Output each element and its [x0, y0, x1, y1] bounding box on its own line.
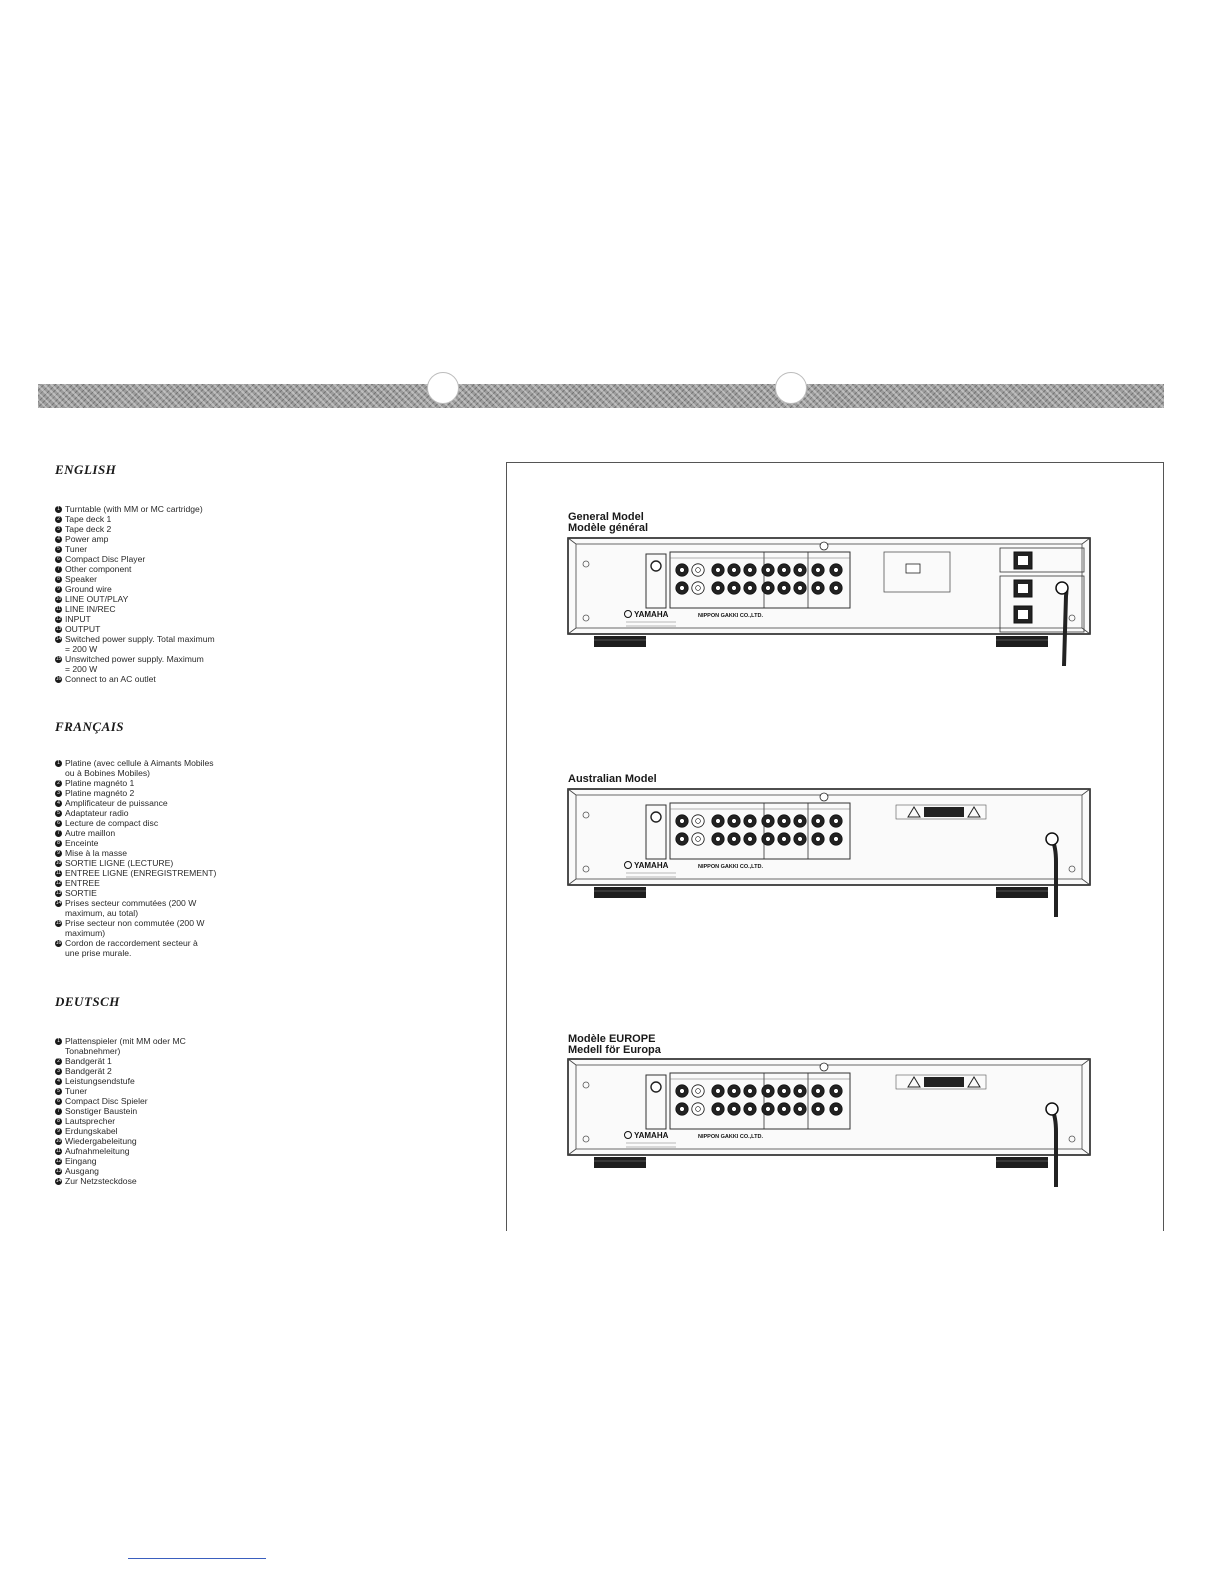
legend-item-text: Turntable (with MM or MC cartridge) — [65, 504, 203, 514]
footer-rule — [128, 1558, 266, 1559]
legend-item-text: Ausgang — [65, 1166, 99, 1176]
legend-item-text: Tuner — [65, 544, 88, 554]
legend-item — [55, 868, 216, 878]
rubber-foot — [996, 636, 1048, 647]
legend-item — [55, 504, 215, 514]
legend-item-text: Compact Disc Spieler — [65, 1096, 148, 1106]
model-label-line2: Modèle général — [568, 522, 649, 534]
number-badge-icon: 14 — [55, 635, 62, 642]
number-badge-icon: 6 — [55, 820, 62, 827]
legend-item-text: Lecture de compact disc — [65, 818, 159, 828]
legend-item-text: LINE IN/REC — [65, 604, 116, 614]
model-label-line1: Australian Model — [568, 773, 657, 785]
number-badge-icon: 7 — [55, 1108, 62, 1115]
legend-item — [55, 758, 216, 778]
number-badge-icon: 11 — [55, 869, 62, 876]
number-badge-icon: 2 — [55, 1058, 62, 1065]
legend-item-text: Autre maillon — [65, 828, 116, 838]
model-label-line2: Medell för Europa — [568, 1044, 661, 1056]
legend-item-text: Aufnahmeleitung — [65, 1146, 130, 1156]
francais-legend-list — [55, 758, 216, 958]
legend-item — [55, 1126, 186, 1136]
maker-label: NIPPON GAKKI CO.,LTD. — [698, 613, 763, 619]
legend-item — [55, 848, 216, 858]
number-badge-icon: 11 — [55, 605, 62, 612]
legend-item-text: Lautsprecher — [65, 1116, 116, 1126]
legend-item — [55, 674, 215, 684]
number-badge-icon: 1 — [55, 506, 62, 513]
legend-item-text: Speaker — [65, 574, 98, 584]
legend-item-text: Platine (avec cellule à Aimants Mobiles ou à Bobines Mobiles) — [65, 758, 214, 778]
rear-panel-drawing — [566, 536, 1092, 686]
model-label-australian — [568, 774, 657, 785]
number-badge-icon: 9 — [55, 1128, 62, 1135]
legend-item — [55, 654, 215, 674]
number-badge-icon: 13 — [55, 889, 62, 896]
legend-item-text: OUTPUT — [65, 624, 101, 634]
legend-item — [55, 938, 216, 958]
legend-item — [55, 1156, 186, 1166]
number-badge-icon: 12 — [55, 879, 62, 886]
number-badge-icon: 10 — [55, 1137, 62, 1144]
legend-item-text: Bandgerät 2 — [65, 1066, 112, 1076]
legend-item-text: Switched power supply. Total maximum = 200 W — [65, 634, 215, 654]
legend-item — [55, 554, 215, 564]
number-badge-icon: 13 — [55, 625, 62, 632]
number-badge-icon: 4 — [55, 1078, 62, 1085]
legend-item — [55, 524, 215, 534]
legend-item — [55, 1066, 186, 1076]
number-badge-icon: 1 — [55, 760, 62, 767]
legend-item-text: Sonstiger Baustein — [65, 1106, 138, 1116]
legend-item-text: INPUT — [65, 614, 91, 624]
deutsch-heading: DEUTSCH — [55, 994, 120, 1009]
number-badge-icon: 1 — [55, 1038, 62, 1045]
ground-knob-icon — [651, 812, 661, 822]
legend-item — [55, 1076, 186, 1086]
legend-item-text: ENTREE LIGNE (ENREGISTREMENT) — [65, 868, 217, 878]
header-notch-right — [775, 372, 807, 404]
number-badge-icon: 14 — [55, 899, 62, 906]
maker-label: NIPPON GAKKI CO.,LTD. — [698, 1134, 763, 1140]
legend-item — [55, 534, 215, 544]
voltage-switch-icon — [906, 564, 920, 573]
legend-item-text: Power amp — [65, 534, 109, 544]
number-badge-icon: 16 — [55, 939, 62, 946]
rear-panel-drawing — [566, 1057, 1092, 1207]
number-badge-icon: 12 — [55, 615, 62, 622]
legend-item-text: Wiedergabeleitung — [65, 1136, 137, 1146]
amplifier-rear-panel-australian — [566, 787, 1092, 937]
number-badge-icon: 3 — [55, 1068, 62, 1075]
legend-item-text: Zur Netzsteckdose — [65, 1176, 137, 1186]
rubber-foot — [594, 636, 646, 647]
brand-logo: YAMAHA — [634, 1131, 669, 1140]
callout-marker-icon — [820, 793, 828, 801]
legend-item-text: Enceinte — [65, 838, 99, 848]
legend-item — [55, 898, 216, 918]
brand-logo: YAMAHA — [634, 861, 669, 870]
legend-item-text: Mise à la masse — [65, 848, 128, 858]
legend-item — [55, 1146, 186, 1156]
legend-item-text: Tape deck 2 — [65, 524, 112, 534]
legend-item-text: Platine magnéto 1 — [65, 778, 135, 788]
legend-item — [55, 888, 216, 898]
legend-item — [55, 1096, 186, 1106]
legend-item — [55, 818, 216, 828]
legend-item — [55, 828, 216, 838]
deutsch-legend-list — [55, 1036, 186, 1186]
callout-marker-icon — [820, 1063, 828, 1071]
number-badge-icon: 2 — [55, 516, 62, 523]
legend-item — [55, 858, 216, 868]
number-badge-icon: 15 — [55, 919, 62, 926]
legend-item-text: Tuner — [65, 1086, 88, 1096]
model-label-europe — [568, 1034, 661, 1056]
legend-item-text: Amplificateur de puissance — [65, 798, 168, 808]
number-badge-icon: 8 — [55, 1118, 62, 1125]
number-badge-icon: 10 — [55, 859, 62, 866]
brand-logo: YAMAHA — [634, 610, 669, 619]
number-badge-icon: 4 — [55, 536, 62, 543]
rear-panel-drawing — [566, 787, 1092, 937]
legend-item-text: Connect to an AC outlet — [65, 674, 156, 684]
francais-heading: FRANÇAIS — [55, 719, 125, 734]
legend-item — [55, 614, 215, 624]
rubber-foot — [996, 1157, 1048, 1168]
legend-item — [55, 1036, 186, 1056]
number-badge-icon: 13 — [55, 1167, 62, 1174]
legend-item-text: Cordon de raccordement secteur à une prise murale. — [65, 938, 198, 958]
model-label-general — [568, 512, 648, 534]
legend-item-text: Compact Disc Player — [65, 554, 146, 564]
legend-item-text: Other component — [65, 564, 132, 574]
model-label-line1: General Model — [568, 511, 644, 523]
number-badge-icon: 9 — [55, 850, 62, 857]
cord-grommet-icon — [1056, 582, 1068, 594]
legend-item-text: Eingang — [65, 1156, 97, 1166]
number-badge-icon: 6 — [55, 1098, 62, 1105]
english-legend-list — [55, 504, 215, 684]
legend-item-text: Tape deck 1 — [65, 514, 112, 524]
legend-item — [55, 1136, 186, 1146]
legend-item — [55, 778, 216, 788]
legend-item — [55, 808, 216, 818]
legend-item — [55, 1116, 186, 1126]
number-badge-icon: 8 — [55, 576, 62, 583]
legend-item-text: Bandgerät 1 — [65, 1056, 112, 1066]
rubber-foot — [594, 1157, 646, 1168]
legend-item-text: Ground wire — [65, 584, 112, 594]
legend-item — [55, 788, 216, 798]
legend-item-text: Prise secteur non commutée (200 W maximum) — [65, 918, 205, 938]
number-badge-icon: 10 — [55, 595, 62, 602]
legend-item-text: LINE OUT/PLAY — [65, 594, 129, 604]
legend-item — [55, 918, 216, 938]
number-badge-icon: 3 — [55, 526, 62, 533]
legend-item-text: Unswitched power supply. Maximum = 200 W — [65, 654, 204, 674]
decorative-header-band — [38, 384, 1164, 408]
number-badge-icon: 15 — [55, 655, 62, 662]
cord-grommet-icon — [1046, 833, 1058, 845]
number-badge-icon: 5 — [55, 1088, 62, 1095]
number-badge-icon: 12 — [55, 1157, 62, 1164]
caution-plate — [924, 807, 964, 817]
legend-item — [55, 584, 215, 594]
number-badge-icon: 5 — [55, 810, 62, 817]
legend-item — [55, 838, 216, 848]
rubber-foot — [996, 887, 1048, 898]
callout-marker-icon — [820, 542, 828, 550]
legend-item — [55, 594, 215, 604]
legend-item — [55, 604, 215, 614]
legend-item-text: Erdungskabel — [65, 1126, 118, 1136]
caution-plate — [924, 1077, 964, 1087]
number-badge-icon: 16 — [55, 675, 62, 682]
legend-item-text: Platine magnéto 2 — [65, 788, 135, 798]
ground-knob-icon — [651, 1082, 661, 1092]
legend-item-text: SORTIE — [65, 888, 97, 898]
number-badge-icon: 5 — [55, 546, 62, 553]
ground-knob-icon — [651, 561, 661, 571]
legend-item — [55, 544, 215, 554]
legend-item-text: Adaptateur radio — [65, 808, 129, 818]
legend-item — [55, 798, 216, 808]
legend-item — [55, 624, 215, 634]
legend-item — [55, 1086, 186, 1096]
number-badge-icon: 4 — [55, 800, 62, 807]
amplifier-rear-panel-general — [566, 536, 1092, 686]
header-notch-left — [427, 372, 459, 404]
amplifier-rear-panel-europe — [566, 1057, 1092, 1207]
number-badge-icon: 14 — [55, 1177, 62, 1184]
legend-item — [55, 1176, 186, 1186]
number-badge-icon: 7 — [55, 830, 62, 837]
rubber-foot — [594, 887, 646, 898]
legend-item-text: Prises secteur commutées (200 W maximum, au total) — [65, 898, 197, 918]
number-badge-icon: 7 — [55, 566, 62, 573]
legend-item-text: ENTREE — [65, 878, 100, 888]
english-heading: ENGLISH — [55, 462, 117, 477]
number-badge-icon: 6 — [55, 556, 62, 563]
cord-grommet-icon — [1046, 1103, 1058, 1115]
legend-item — [55, 1166, 186, 1176]
legend-item — [55, 574, 215, 584]
legend-item — [55, 878, 216, 888]
legend-item — [55, 634, 215, 654]
legend-item — [55, 1056, 186, 1066]
legend-item-text: Leistungsendstufe — [65, 1076, 135, 1086]
maker-label: NIPPON GAKKI CO.,LTD. — [698, 864, 763, 870]
legend-item-text: SORTIE LIGNE (LECTURE) — [65, 858, 174, 868]
number-badge-icon: 3 — [55, 790, 62, 797]
legend-item — [55, 564, 215, 574]
number-badge-icon: 8 — [55, 840, 62, 847]
number-badge-icon: 2 — [55, 780, 62, 787]
number-badge-icon: 9 — [55, 586, 62, 593]
model-label-line1: Modèle EUROPE — [568, 1033, 656, 1045]
legend-item — [55, 1106, 186, 1116]
number-badge-icon: 11 — [55, 1147, 62, 1154]
legend-item-text: Plattenspieler (mit MM oder MC Tonabnehmer) — [65, 1036, 186, 1056]
legend-item — [55, 514, 215, 524]
